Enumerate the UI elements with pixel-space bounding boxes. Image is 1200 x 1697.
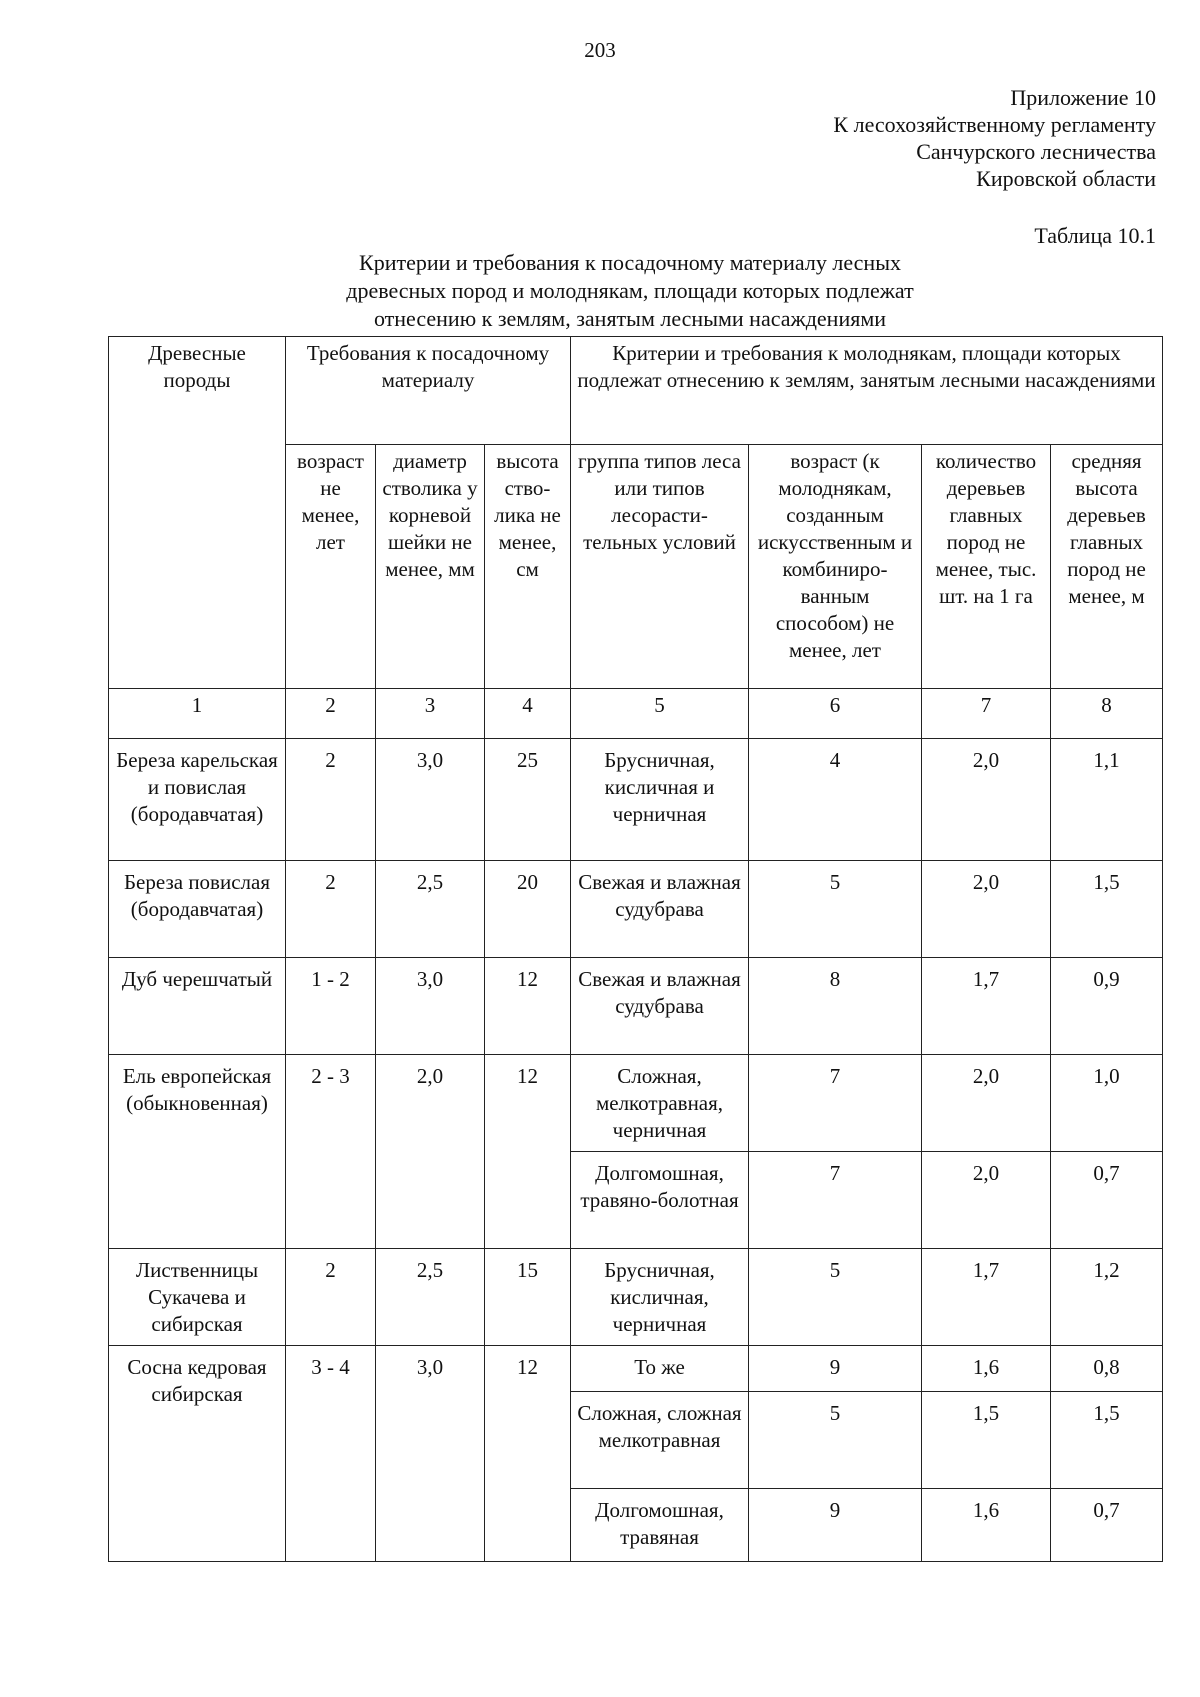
forest-type-cell: Свежая и влажная судубрава (571, 861, 749, 958)
table-caption (290, 249, 970, 333)
young-age-cell: 7 (749, 1055, 922, 1152)
header-age: возраст не менее, лет (286, 445, 376, 689)
age-cell: 2 (286, 861, 376, 958)
avg-height-cell: 1,0 (1051, 1055, 1163, 1152)
young-age-cell: 4 (749, 739, 922, 861)
tree-count-cell: 1,6 (922, 1346, 1051, 1392)
forest-type-cell: Долгомошная, травяная (571, 1489, 749, 1562)
header-young-age: возраст (к молоднякам, созданным искусственным и комбиниро-ванным способом) не менее, лет (749, 445, 922, 689)
forest-type-cell: То же (571, 1346, 749, 1392)
table-number: Таблица 10.1 (1034, 223, 1156, 248)
height-cell: 12 (485, 1346, 571, 1562)
young-age-cell: 9 (749, 1489, 922, 1562)
criteria-table (108, 336, 1163, 1562)
tree-count-cell: 1,6 (922, 1489, 1051, 1562)
column-number: 8 (1051, 689, 1163, 739)
appendix-header (833, 84, 1156, 192)
species-cell: Береза карельская и повислая (бородавчатая) (109, 739, 286, 861)
table-row (109, 958, 1163, 1055)
young-age-cell: 8 (749, 958, 922, 1055)
appendix-line: К лесохозяйственному регламенту (833, 112, 1156, 137)
age-cell: 2 (286, 1249, 376, 1346)
forest-type-cell: Брусничная, кисличная и черничная (571, 739, 749, 861)
species-cell: Лиственницы Сукачева и сибирская (109, 1249, 286, 1346)
age-cell: 2 - 3 (286, 1055, 376, 1249)
header-planting-material: Требования к посадочному материалу (286, 337, 571, 445)
avg-height-cell: 1,5 (1051, 1392, 1163, 1489)
height-cell: 15 (485, 1249, 571, 1346)
diameter-cell: 2,0 (376, 1055, 485, 1249)
forest-type-cell: Долгомошная, травяно-болотная (571, 1152, 749, 1249)
tree-count-cell: 2,0 (922, 739, 1051, 861)
header-row (109, 337, 1163, 445)
forest-type-cell: Сложная, сложная мелкотравная (571, 1392, 749, 1489)
column-number: 5 (571, 689, 749, 739)
avg-height-cell: 1,1 (1051, 739, 1163, 861)
appendix-line: Кировской области (976, 166, 1156, 191)
species-cell: Дуб черешчатый (109, 958, 286, 1055)
tree-count-cell: 1,7 (922, 1249, 1051, 1346)
height-cell: 25 (485, 739, 571, 861)
header-young-stands: Критерии и требования к молоднякам, площади которых подлежат отнесению к землям, занятым лесными насаждениями (571, 337, 1163, 445)
header-tree-count: количество деревьев главных пород не менее, тыс. шт. на 1 га (922, 445, 1051, 689)
age-cell: 1 - 2 (286, 958, 376, 1055)
tree-count-cell: 2,0 (922, 1055, 1051, 1152)
table-row (109, 1249, 1163, 1346)
height-cell: 12 (485, 1055, 571, 1249)
diameter-cell: 3,0 (376, 1346, 485, 1562)
column-number: 7 (922, 689, 1051, 739)
species-cell: Ель европейская (обыкновенная) (109, 1055, 286, 1249)
young-age-cell: 5 (749, 861, 922, 958)
tree-count-cell: 1,7 (922, 958, 1051, 1055)
tree-count-cell: 2,0 (922, 1152, 1051, 1249)
diameter-cell: 2,5 (376, 1249, 485, 1346)
table-row (109, 1055, 1163, 1152)
diameter-cell: 3,0 (376, 739, 485, 861)
species-cell: Береза повислая (бородавчатая) (109, 861, 286, 958)
forest-type-cell: Сложная, мелкотравная, черничная (571, 1055, 749, 1152)
age-cell: 2 (286, 739, 376, 861)
table-row (109, 739, 1163, 861)
avg-height-cell: 0,9 (1051, 958, 1163, 1055)
forest-type-cell: Свежая и влажная судубрава (571, 958, 749, 1055)
species-cell: Сосна кедровая сибирская (109, 1346, 286, 1562)
height-cell: 12 (485, 958, 571, 1055)
column-number: 4 (485, 689, 571, 739)
avg-height-cell: 1,2 (1051, 1249, 1163, 1346)
column-number-row (109, 689, 1163, 739)
avg-height-cell: 0,8 (1051, 1346, 1163, 1392)
young-age-cell: 5 (749, 1392, 922, 1489)
young-age-cell: 5 (749, 1249, 922, 1346)
caption-line: отнесению к землям, занятым лесными насаждениями (373, 306, 887, 331)
header-diameter: диаметр стволика у корневой шейки не менее, мм (376, 445, 485, 689)
column-number: 6 (749, 689, 922, 739)
young-age-cell: 7 (749, 1152, 922, 1249)
tree-count-cell: 2,0 (922, 861, 1051, 958)
diameter-cell: 2,5 (376, 861, 485, 958)
appendix-line: Приложение 10 (1010, 85, 1156, 110)
header-height: высота ство-лика не менее, см (485, 445, 571, 689)
column-number: 3 (376, 689, 485, 739)
avg-height-cell: 0,7 (1051, 1489, 1163, 1562)
header-avg-height: средняя высота деревьев главных пород не менее, м (1051, 445, 1163, 689)
table-row (109, 861, 1163, 958)
table-row (109, 1346, 1163, 1392)
forest-type-cell: Брусничная, кисличная, черничная (571, 1249, 749, 1346)
header-forest-type: группа типов леса или типов лесорасти-тельных условий (571, 445, 749, 689)
header-species: Древесные породы (109, 337, 286, 689)
appendix-line: Санчурского лесничества (916, 139, 1156, 164)
avg-height-cell: 1,5 (1051, 861, 1163, 958)
column-number: 2 (286, 689, 376, 739)
page-number: 203 (584, 38, 616, 62)
tree-count-cell: 1,5 (922, 1392, 1051, 1489)
age-cell: 3 - 4 (286, 1346, 376, 1562)
column-number: 1 (109, 689, 286, 739)
caption-line: Критерии и требования к посадочному материалу лесных (359, 250, 901, 275)
young-age-cell: 9 (749, 1346, 922, 1392)
diameter-cell: 3,0 (376, 958, 485, 1055)
caption-line: древесных пород и молоднякам, площади которых подлежат (346, 278, 914, 303)
height-cell: 20 (485, 861, 571, 958)
avg-height-cell: 0,7 (1051, 1152, 1163, 1249)
